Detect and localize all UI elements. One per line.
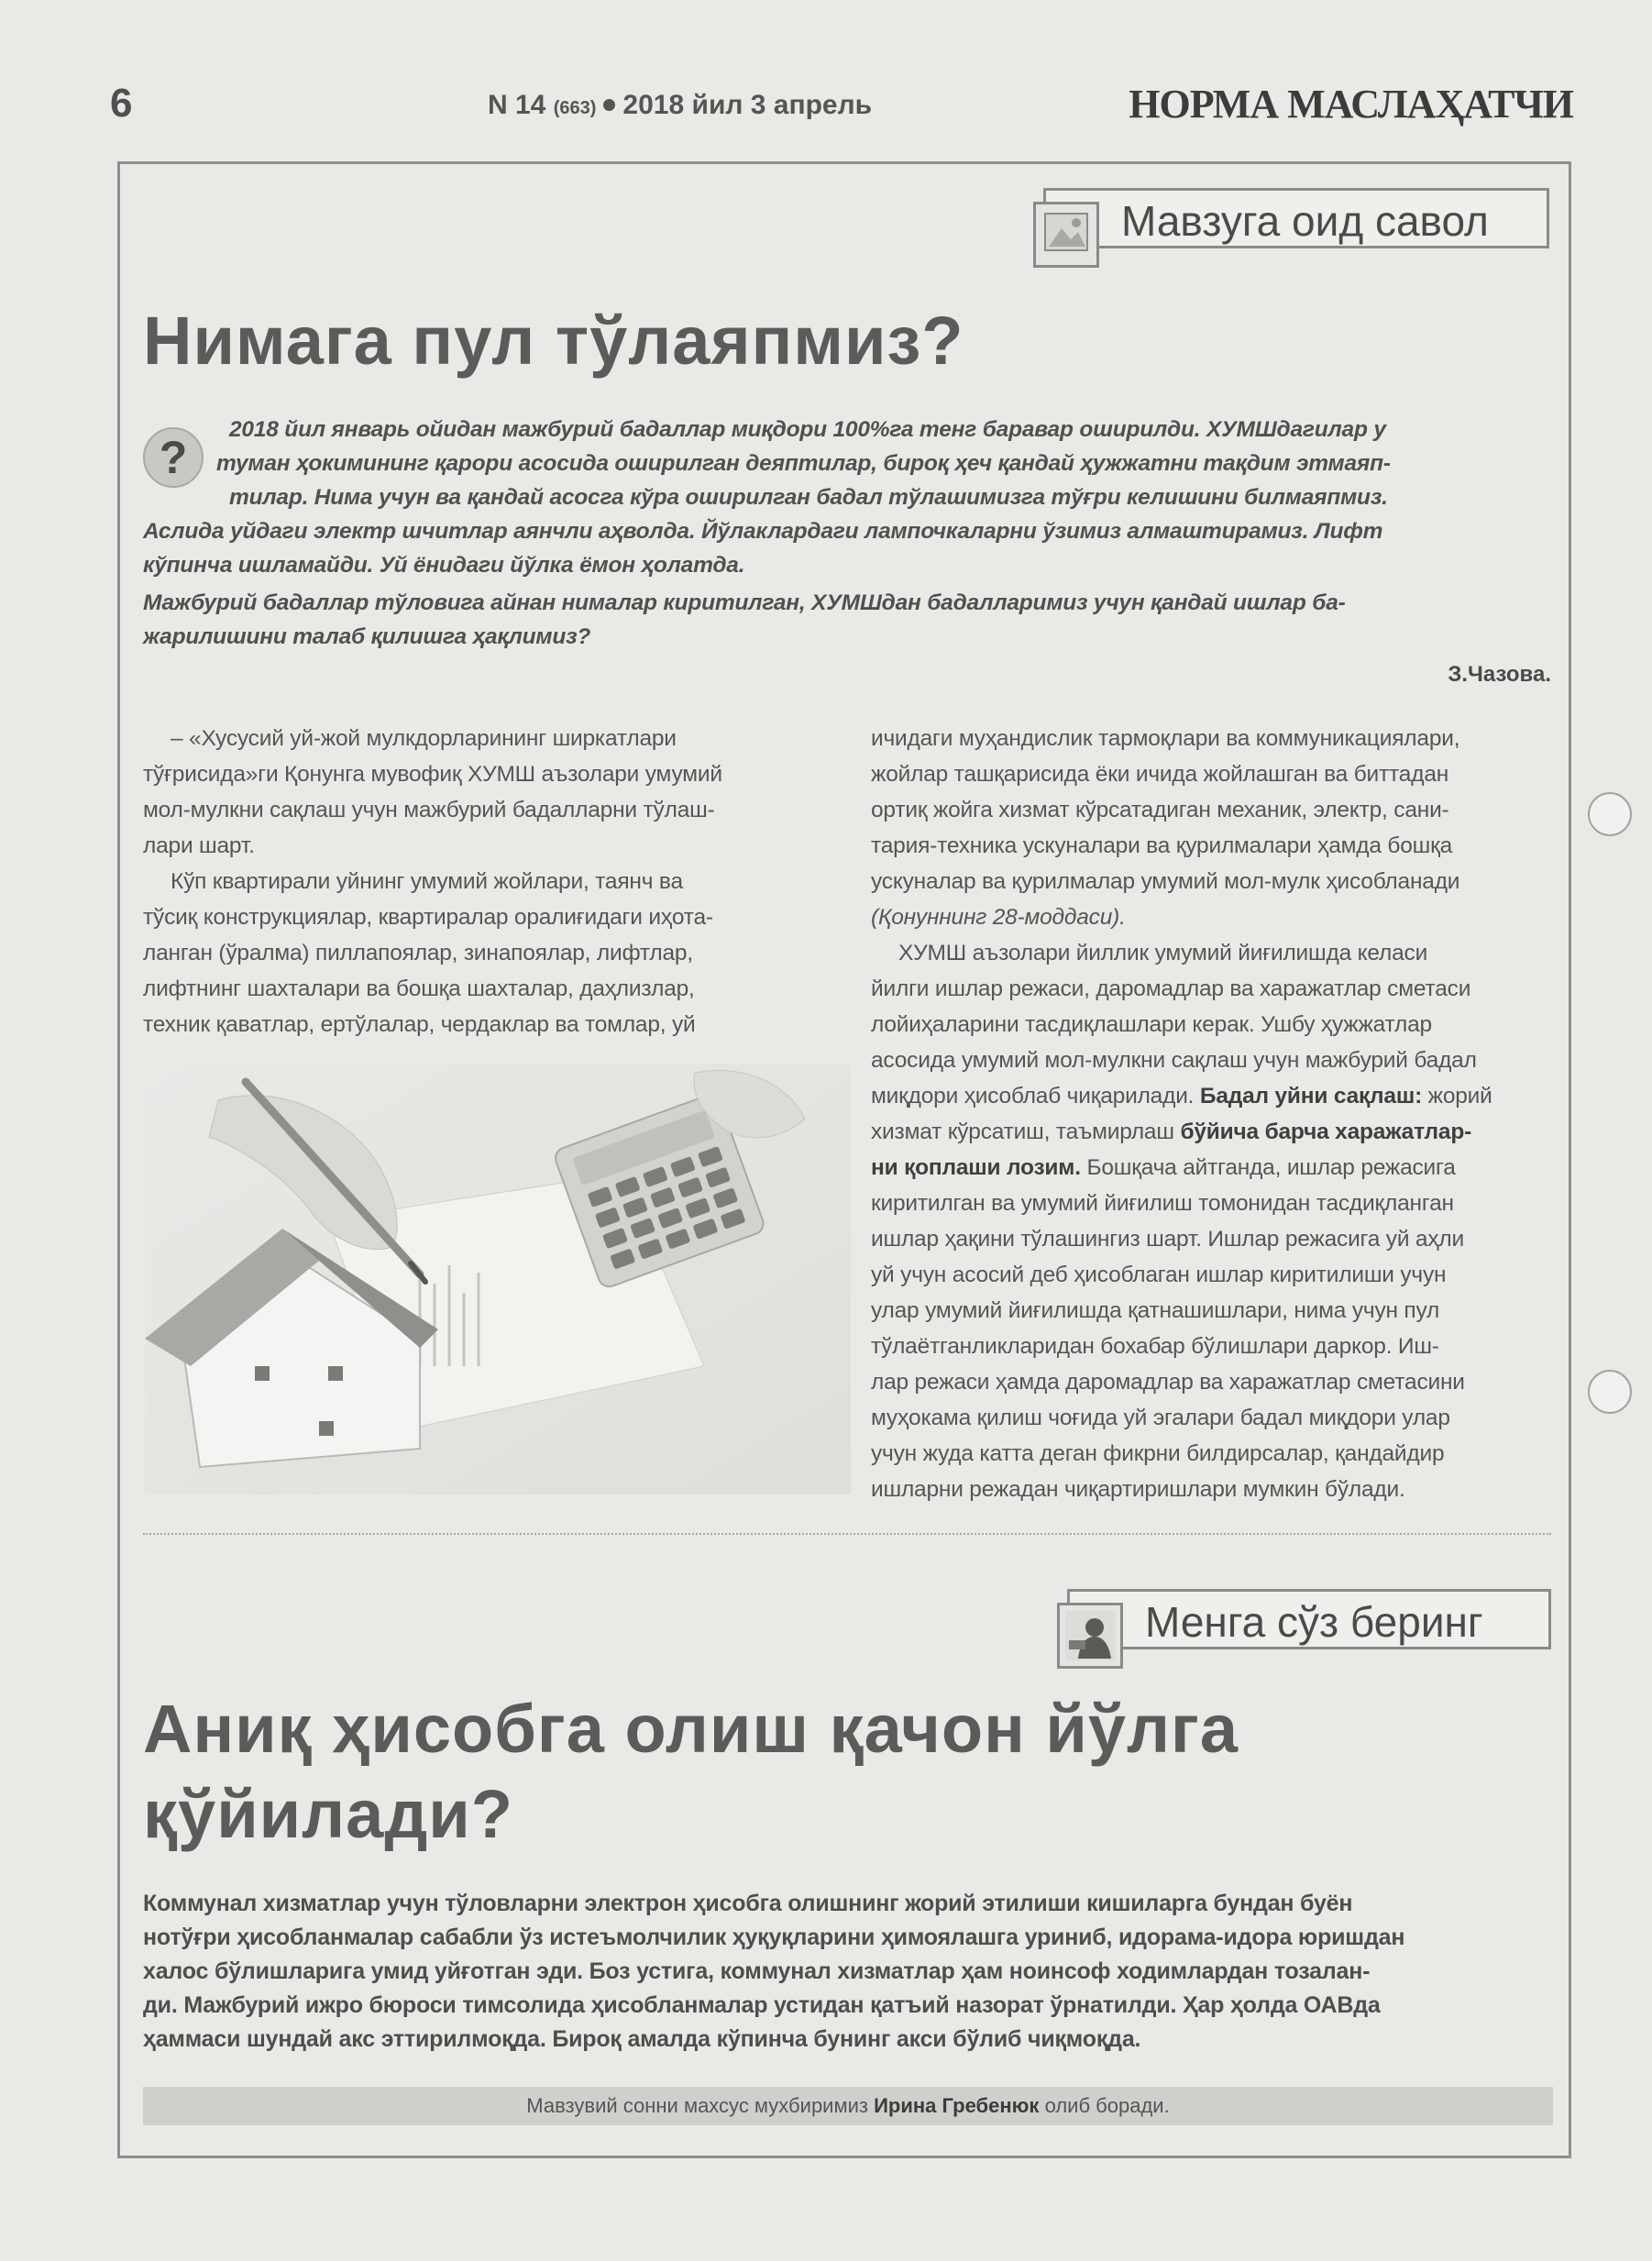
credit-prefix: Мавзувий сонни махсус мухбиримиз [526,2094,868,2117]
body-line: тўлаётганликларидан бохабар бўлишлари даркор. Иш- [871,1334,1439,1359]
body-line [871,1155,1456,1181]
lead-line: ди. Мажбурий ижро бюроси тимсолида ҳисобланмалар устидан қатъий назорат ўрнатилди. Ҳар ҳолда ОАВда [143,1992,1381,2018]
article-title [143,1687,1500,1857]
body-line: ортиқ жойга хизмат кўрсатадиган механик, электр, сани- [871,798,1449,822]
body-line: – «Хусусий уй-жой мулкдорларининг ширкатлари [171,726,677,751]
bold-phrase: Бадал уйни сақлаш: [1199,1084,1423,1108]
credit-bar [143,2087,1553,2125]
body-line [871,1084,1492,1109]
body-text: миқдори ҳисоблаб чиқарилади. [871,1084,1195,1108]
question-line: Аслида уйдаги электр шчитлар аянчли аҳволда. Йўлаклардаги лампочкаларни ўзимиз алмаштирамиз. Лифт [143,519,1383,544]
article-title: Нимага пул тўлаяпмиз? [143,303,964,379]
body-text: Бошқача айтганда, ишлар режасига [1086,1155,1456,1180]
question-line: туман ҳокимининг қарори асосида оширилган деяптилар, бироқ ҳеч қандай ҳужжатни тақдим этмаяп- [216,451,1391,476]
lead-line: халос бўлишларига умид уйғотган эди. Боз устига, коммунал хизматлар ҳам ноинсоф ходимлардан тозалан- [143,1958,1371,1984]
question-line: Мажбурий бадаллар тўловига айнан нималар киритилган, ХУМШдан бадалларимиз учун қандай ишлар ба- [143,590,1346,615]
issue-info [488,90,872,121]
question-line: кўпинча ишламайди. Уй ёнидаги йўлка ёмон ҳолатда. [143,553,745,578]
body-line: улар умумий йиғилишда қатнашишлари, нима учун пул [871,1298,1440,1323]
body-line: ХУМШ аъзолари йиллик умумий йиғилишда келаси [898,941,1428,965]
lead-line: ҳаммаси шундай акс эттирилмоқда. Бироқ амалда кўпинча бунинг акси бўлиб чиқмоқда. [143,2026,1141,2052]
body-line: ишларни режадан чиқартиришлари мумкин бўлади. [871,1477,1405,1502]
body-line: йилги ишлар режаси, даромадлар ва харажатлар сметаси [871,976,1471,1001]
body-line: киритилган ва умумий йиғилиш томонидан тасдиқланган [871,1191,1454,1216]
law-reference: (Қонуннинг 28-моддаси). [871,905,1126,930]
body-line: ускуналар ва қурилмалар умумий мол-мулк ҳисобланади [871,869,1460,894]
question-author: З.Чазова. [1448,662,1551,687]
body-line: уй учун асосий деб ҳисоблаган ишлар киритилиши учун [871,1263,1447,1287]
body-line: учун жуда катта деган фикрни билдирсалар, қандайдир [871,1441,1445,1466]
bold-phrase: ни қоплаши лозим. [871,1155,1081,1180]
lead-line: Коммунал хизматлар учун тўловларни электрон ҳисобга олишнинг жорий этилиши кишиларга бундан буён [143,1891,1353,1916]
issue-total: (663) [553,98,597,118]
punch-hole [1588,1370,1632,1414]
body-line: тўғрисида»ги Қонунга мувофиқ ХУМШ аъзолари умумий [143,762,722,787]
rubric-label: Мавзуга оид савол [1121,197,1489,245]
body-line: жойлар ташқарисида ёки ичида жойлашган ва биттадан [871,762,1449,787]
bold-phrase: бўйича барча харажатлар- [1180,1119,1472,1144]
body-line: ишлар ҳақини тўлашингиз шарт. Ишлар режасига уй аҳли [871,1227,1464,1252]
body-line: ланган (ўралма) пиллапоялар, зинапоялар, лифтлар, [143,941,693,965]
issue-date: 2018 йил 3 апрель [622,90,873,120]
newspaper-masthead: НОРМА МАСЛАҲАТЧИ [1129,82,1573,127]
body-line: лар режаси ҳамда даромадлар ва харажатлар сметасини [871,1370,1465,1395]
body-line: тўсиқ конструкциялар, квартиралар оралиғидаги иҳота- [143,905,713,930]
title-line: Аниқ ҳисобга олиш қачон йўлга [143,1691,1239,1767]
body-line: муҳокама қилиш чоғида уй эгалари бадал миқдори улар [871,1406,1450,1430]
punch-hole [1588,792,1632,836]
question-mark-icon: ? [143,427,204,488]
section-divider [143,1533,1551,1535]
body-line [871,905,1126,931]
bullet-dot [603,99,615,111]
credit-suffix: олиб боради. [1044,2094,1170,2117]
house-calculator-illustration [145,1064,851,1494]
rubric-person-icon [1057,1603,1123,1669]
body-line: мол-мулкни сақлаш учун мажбурий бадалларни тўлаш- [143,798,715,822]
body-line: Кўп квартирали уйнинг умумий жойлари, таянч ва [171,869,683,894]
question-line: жарилишини талаб қилишга ҳақлимиз? [143,624,591,649]
rubric-picture-icon [1033,202,1099,268]
lead-line: нотўғри ҳисобланмалар сабабли ўз истеъмолчилик ҳуқуқларини ҳимоялашга уриниб, идорама-идора юришдан [143,1925,1405,1950]
credit-name: Ирина Гребенюк [874,2094,1040,2117]
rubric-topic-question [1043,188,1549,248]
issue-number: N 14 [488,90,546,120]
body-line: ичидаги муҳандислик тармоқлари ва коммуникациялари, [871,726,1460,751]
body-line: техник қаватлар, ертўлалар, чердаклар ва томлар, уй [143,1012,696,1037]
page-number: 6 [110,81,133,126]
body-line: лари шарт. [143,833,255,858]
rubric-label: Менга сўз беринг [1145,1598,1483,1646]
body-line: тария-техника ускуналари ва қурилмалари ҳамда бошқа [871,833,1453,858]
title-line: қўйилади? [143,1775,514,1852]
body-text: хизмат кўрсатиш, таъмирлаш [871,1119,1174,1144]
body-line [871,1119,1471,1145]
running-head [110,81,1573,132]
body-line: асосида умумий мол-мулкни сақлаш учун мажбурий бадал [871,1048,1477,1073]
question-line: 2018 йил январь ойидан мажбурий бадаллар миқдори 100%га тенг баравар оширилди. ХУМШдагилар у [229,417,1386,442]
body-line: лойиҳаларини тасдиқлашлари керак. Ушбу ҳужжатлар [871,1012,1432,1037]
body-text: жорий [1427,1084,1492,1108]
rubric-let-me-speak [1067,1589,1551,1649]
question-line: тилар. Нима учун ва қандай асосга кўра оширилган бадал тўлашимизга тўғри келишини билмаяпмиз. [229,485,1388,510]
body-line: лифтнинг шахталари ва бошқа шахталар, даҳлизлар, [143,976,695,1001]
